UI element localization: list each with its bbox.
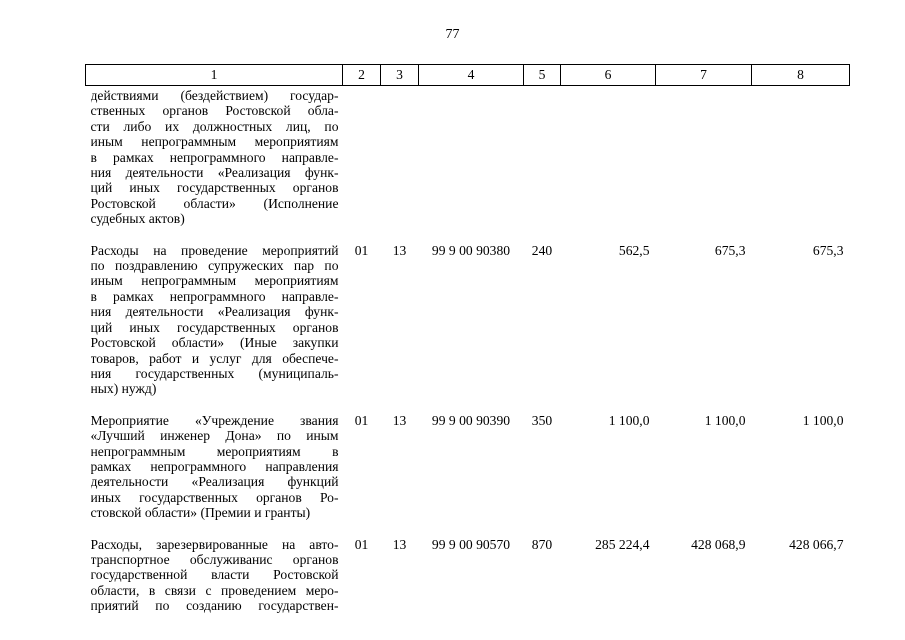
column-header-2: 2 xyxy=(343,65,381,86)
amount-year-3: 1 100,0 xyxy=(802,412,844,428)
target-article-code: 99 9 00 90380 xyxy=(431,242,511,258)
description-line: сти либо их должностных лиц, по xyxy=(90,118,339,134)
description-line: Мероприятие «Учреждение звания xyxy=(90,412,339,428)
row-description xyxy=(86,243,343,413)
section-code: 01 xyxy=(354,242,369,258)
section-code: 01 xyxy=(354,412,369,428)
description-line: ния деятельности «Реализация функ- xyxy=(90,165,339,181)
amount-year-3: 675,3 xyxy=(812,242,844,258)
expense-type-code: 240 xyxy=(531,242,553,258)
description-line: Расходы на проведение мероприятий xyxy=(90,242,339,258)
description-line: деятельности «Реализация функций xyxy=(90,474,339,490)
row-description xyxy=(86,413,343,537)
amount-year-2: 1 100,0 xyxy=(704,412,746,428)
expense-type-code: 350 xyxy=(531,412,553,428)
amount-year-1: 562,5 xyxy=(618,242,650,258)
amount-year-2 xyxy=(656,86,752,243)
subsection-code: 13 xyxy=(392,412,407,428)
amount-year-1: 1 100,0 xyxy=(608,412,650,428)
column-header-4: 4 xyxy=(419,65,524,86)
subsection-code: 13 xyxy=(392,536,407,552)
target-article-code: 99 9 00 90570 xyxy=(431,536,511,552)
description-line: области, в связи с проведением меро- xyxy=(90,582,339,598)
column-header-7: 7 xyxy=(656,65,752,86)
description-line: Расходы, зарезервированные на авто- xyxy=(90,536,339,552)
page-number: 77 xyxy=(445,27,460,42)
description-line: непрограммным мероприятиям в xyxy=(90,443,339,459)
row-description xyxy=(86,86,343,243)
description-line: иным непрограммным мероприятиям xyxy=(90,134,339,150)
subsection-code: 13 xyxy=(392,242,407,258)
description-line: иным непрограммным мероприятиям xyxy=(90,273,339,289)
description-line: в рамках непрограммного направле- xyxy=(90,149,339,165)
column-header-1: 1 xyxy=(86,65,343,86)
description-line: ния государственных (муниципаль- xyxy=(90,365,339,381)
table-row xyxy=(86,537,850,630)
description-line: в рамках непрограммного направле- xyxy=(90,288,339,304)
description-line: иных государственных органов Ро- xyxy=(90,489,339,505)
amount-year-3: 428 066,7 xyxy=(789,536,844,552)
column-header-5: 5 xyxy=(524,65,561,86)
description-line: стовской области» (Премии и гранты) xyxy=(90,505,311,521)
expense-type-code: 870 xyxy=(531,536,553,552)
section-code: 01 xyxy=(354,536,369,552)
description-line: по поздравлению супружеских пар по xyxy=(90,258,339,274)
table-header-row xyxy=(86,65,850,86)
section-code xyxy=(343,86,381,243)
subsection-code xyxy=(381,86,419,243)
target-article-code xyxy=(419,86,524,243)
description-line: транспортное обслуживанис органов xyxy=(90,551,339,567)
description-line: ных) нужд) xyxy=(90,381,157,397)
description-line: приятий по созданию государствен- xyxy=(90,598,339,614)
row-description xyxy=(86,537,343,630)
amount-year-2: 675,3 xyxy=(714,242,746,258)
table-row xyxy=(86,413,850,537)
expense-type-code xyxy=(524,86,561,243)
description-line: Ростовской области» (Иные закупки xyxy=(90,335,339,351)
description-line: товаров, работ и услуг для обеспече- xyxy=(90,350,339,366)
table-body xyxy=(86,86,850,630)
amount-year-1 xyxy=(561,86,656,243)
amount-year-1: 285 224,4 xyxy=(595,536,650,552)
description-line: государственной власти Ростовской xyxy=(90,567,339,583)
amount-year-3 xyxy=(752,86,850,243)
column-header-6: 6 xyxy=(561,65,656,86)
amount-year-2: 428 068,9 xyxy=(691,536,746,552)
description-line: действиями (бездействием) государ- xyxy=(90,88,339,103)
target-article-code: 99 9 00 90390 xyxy=(431,412,511,428)
column-header-3: 3 xyxy=(381,65,419,86)
column-header-8: 8 xyxy=(752,65,850,86)
description-line: ций иных государственных органов xyxy=(90,180,339,196)
description-line: рамках непрограммного направления xyxy=(90,458,339,474)
description-line: «Лучший инженер Дона» по иным xyxy=(90,428,339,444)
description-line: ственных органов Ростовской обла- xyxy=(90,103,339,119)
description-line: ций иных государственных органов xyxy=(90,319,339,335)
description-line: судебных актов) xyxy=(90,211,185,227)
budget-table xyxy=(85,64,850,630)
table-row xyxy=(86,86,850,243)
description-line: ния деятельности «Реализация функ- xyxy=(90,304,339,320)
table-row xyxy=(86,243,850,413)
description-line: Ростовской области» (Исполнение xyxy=(90,195,339,211)
